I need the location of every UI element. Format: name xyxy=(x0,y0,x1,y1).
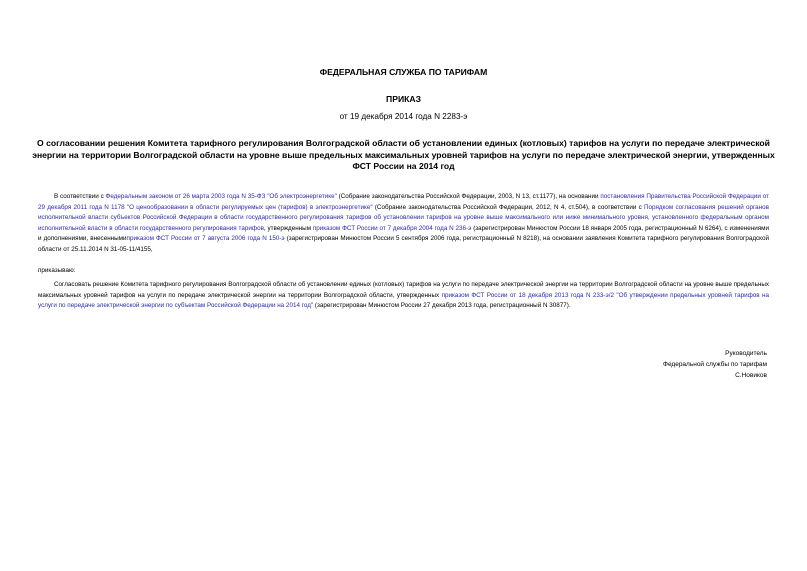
text-segment: (Собрание законодательства Российской Федерации, 2003, N 13, ст.1177), на основании xyxy=(336,193,601,200)
link-order-233e2[interactable]: приказом ФСТ России от 18 декабря 2013 года N 233-э/2 "Об утверждении предельных уровней тарифов на услуги по передаче электрической энергии по субъектам Российской Федерации на 2014 год" xyxy=(38,291,770,310)
link-order-150e[interactable]: приказом ФСТ России от 7 августа 2006 года N 150-э xyxy=(126,235,285,243)
doc-date: от 19 декабря 2014 года N 2283-э xyxy=(339,112,468,121)
link-federal-law[interactable]: Федеральным законом от 26 марта 2003 года N 35-ФЗ "Об электроэнергетике" xyxy=(105,193,337,200)
signature-position: Руководитель xyxy=(725,350,767,357)
order-word: приказываю: xyxy=(38,267,76,274)
document-title: О согласовании решения Комитета тарифного регулирования Волгоградской области об установлении единых (котловых) тарифов на услуги по передаче электрической энергии на территории Волгоградской области на уровне выше предельных максимальных уровней тарифов на услуги по передаче электрической энергии, утвержденных ФСТ России на 2014 год xyxy=(32,138,775,171)
signature-block xyxy=(663,349,767,381)
link-approval-procedure[interactable]: Порядком согласования решений органов исполнительной власти субъектов Российской Федерации в области государственного регулирования тарифов об установлении тарифов на уровне выше максимального или ниже минимального уровня, установленного федеральным органом исполнительной власти в области государственного регулирования тарифов xyxy=(38,203,769,232)
text-segment: (Собрание законодательства Российской Федерации, 2012, N 4, ст.504), в соответствии с xyxy=(372,203,645,211)
preamble-paragraph xyxy=(38,192,769,256)
text-segment: Согласовать решение Комитета тарифного регулирования Волгоградской области об установлении единых (котловых) тарифов на услуги по передаче электрической энергии на территории Волгоградской области на уровне выше предельных максимальных уровней тарифов на услуги по передаче электрической энергии на территории Волгоградской области, утвержденных xyxy=(38,281,769,299)
link-government-decree[interactable]: постановления Правительства Российской Федерации от 29 декабря 2011 года N 1178 "О ценообразовании в области регулируемых цен (тарифов) в электроэнергетике" xyxy=(38,193,769,211)
text-segment: (зарегистрирован Минюстом России 27 декабря 2013 года, регистрационный N 30877). xyxy=(313,302,571,310)
signature-organization: Федеральной службы по тарифам xyxy=(663,360,767,368)
text-segment: В соответствии с xyxy=(54,193,106,200)
text-segment: (зарегистрирован Минюстом России 18 января 2005 года, регистрационный N 6264), с изменениями и дополнениями, внесенными xyxy=(38,224,769,243)
agency-heading: ФЕДЕРАЛЬНАЯ СЛУЖБА ПО ТАРИФАМ xyxy=(319,67,488,77)
decision-paragraph xyxy=(38,280,769,312)
doc-type-heading: ПРИКАЗ xyxy=(386,94,421,104)
text-segment: , утвержденным xyxy=(263,224,313,232)
text-segment: (зарегистрирован Минюстом России 5 сентября 2006 года, регистрационный N 8218), на основании заявления Комитета тарифного регулирования Волгоградской области от 25.11.2014 N 31-05-11/4155, xyxy=(38,235,769,253)
link-order-236e[interactable]: приказом ФСТ России от 7 декабря 2004 года N 236-э xyxy=(312,224,472,232)
signature-name: С.Новиков xyxy=(735,371,767,379)
